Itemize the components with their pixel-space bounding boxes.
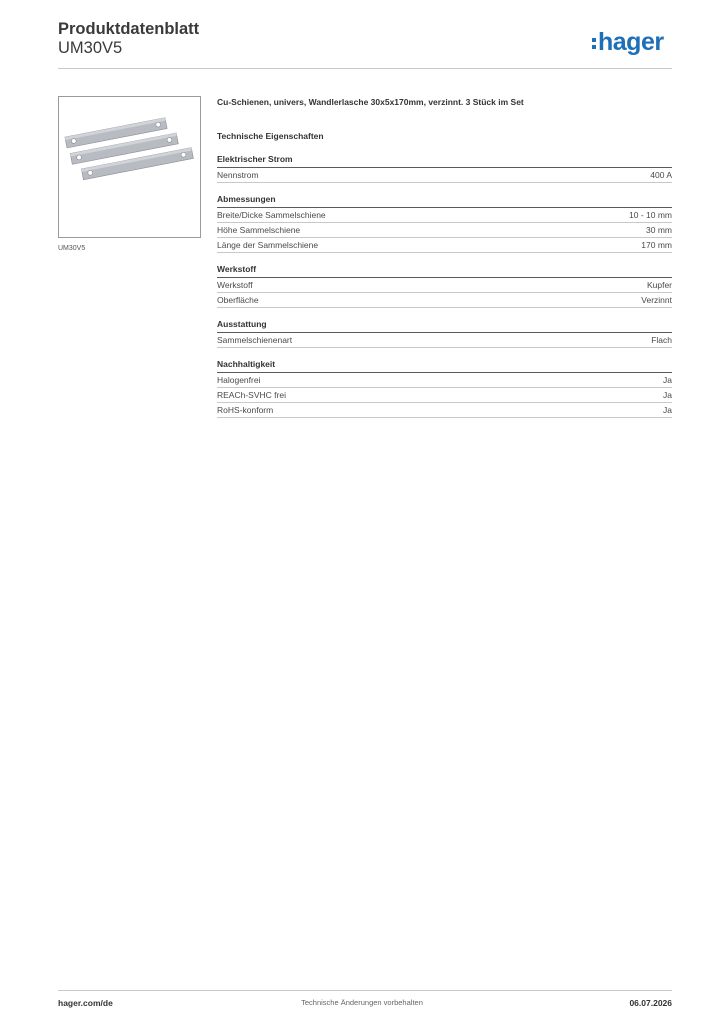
property-row — [217, 333, 672, 348]
property-value: 10 - 10 mm — [629, 210, 672, 220]
property-label: Werkstoff — [217, 280, 253, 290]
tech-properties-heading: Technische Eigenschaften — [217, 131, 324, 141]
section-title: Nachhaltigkeit — [217, 359, 672, 373]
property-label: RoHS-konform — [217, 405, 274, 415]
property-label: Nennstrom — [217, 170, 259, 180]
section-title: Werkstoff — [217, 264, 672, 278]
property-row — [217, 293, 672, 308]
busbar-set-icon — [59, 97, 200, 237]
property-value: Ja — [663, 390, 672, 400]
property-row — [217, 238, 672, 253]
property-section — [217, 154, 672, 183]
section-title: Abmessungen — [217, 194, 672, 208]
logo-dots-icon — [592, 38, 596, 49]
image-caption: UM30V5 — [58, 245, 86, 252]
property-value: Kupfer — [646, 280, 672, 290]
property-row — [217, 223, 672, 238]
logo-text: hager — [598, 28, 664, 56]
property-row — [217, 168, 672, 183]
product-content — [217, 96, 672, 429]
property-value: 30 mm — [646, 225, 672, 235]
property-section — [217, 264, 672, 308]
section-title: Ausstattung — [217, 319, 672, 333]
product-description: Cu-Schienen, univers, Wandlerlasche 30x5x170mm, verzinnt. 3 Stück im Set — [217, 97, 524, 107]
document-title: Produktdatenblatt — [58, 20, 200, 38]
property-label: Oberfläche — [217, 295, 259, 305]
product-code: UM30V5 — [58, 39, 123, 57]
property-label: Sammelschienenart — [217, 335, 293, 345]
property-row — [217, 278, 672, 293]
property-sections — [217, 154, 672, 418]
footer-website-link[interactable]: hager.com/de — [58, 998, 113, 1008]
property-value: Ja — [663, 405, 672, 415]
property-row — [217, 388, 672, 403]
hager-logo — [592, 27, 664, 57]
product-image — [58, 96, 201, 238]
property-label: Höhe Sammelschiene — [217, 225, 301, 235]
property-row — [217, 403, 672, 418]
property-value: 170 mm — [641, 240, 672, 250]
property-value: Ja — [663, 375, 672, 385]
property-row — [217, 208, 672, 223]
property-section — [217, 319, 672, 348]
footer-divider — [58, 990, 672, 991]
property-row — [217, 373, 672, 388]
property-section — [217, 194, 672, 253]
property-label: Halogenfrei — [217, 375, 261, 385]
property-value: Verzinnt — [641, 295, 672, 305]
property-label: Breite/Dicke Sammelschiene — [217, 210, 326, 220]
section-title: Elektrischer Strom — [217, 154, 672, 168]
property-label: Länge der Sammelschiene — [217, 240, 319, 250]
header-divider — [58, 68, 672, 69]
property-value: 400 A — [650, 170, 672, 180]
footer-notice: Technische Änderungen vorbehalten — [301, 998, 423, 1007]
footer-date: 06.07.2026 — [629, 998, 672, 1008]
property-value: Flach — [651, 335, 672, 345]
property-section — [217, 359, 672, 418]
property-label: REACh-SVHC frei — [217, 390, 286, 400]
